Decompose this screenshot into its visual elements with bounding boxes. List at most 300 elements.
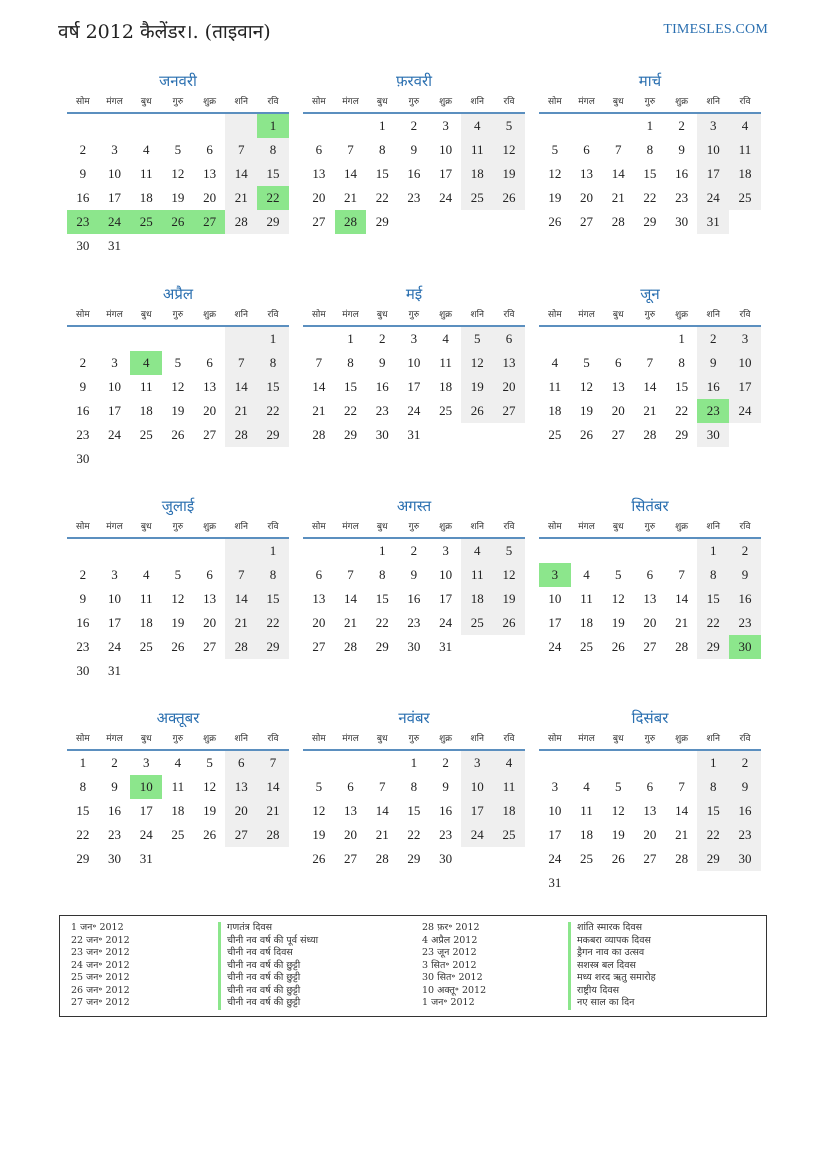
- day-cell[interactable]: 17: [461, 799, 493, 823]
- day-cell[interactable]: 10: [548, 803, 562, 818]
- day-cell[interactable]: 14: [611, 166, 625, 181]
- day-cell[interactable]: 3: [697, 114, 729, 138]
- day-cell[interactable]: 24: [99, 210, 131, 234]
- day-cell[interactable]: 2: [729, 539, 761, 563]
- day-cell[interactable]: 28: [344, 639, 358, 654]
- day-cell[interactable]: 25: [493, 823, 525, 847]
- day-cell[interactable]: 7: [378, 779, 386, 794]
- day-cell[interactable]: 8: [257, 351, 289, 375]
- day-cell[interactable]: 6: [646, 567, 654, 582]
- day-cell[interactable]: 16: [108, 803, 122, 818]
- day-cell[interactable]: 26: [171, 427, 185, 442]
- day-cell[interactable]: 4: [142, 567, 150, 582]
- day-cell[interactable]: 20: [203, 403, 217, 418]
- day-cell[interactable]: 30: [76, 451, 90, 466]
- day-cell[interactable]: 19: [461, 375, 493, 399]
- day-cell[interactable]: 21: [312, 403, 326, 418]
- day-cell[interactable]: 12: [611, 803, 625, 818]
- day-cell[interactable]: 20: [225, 799, 257, 823]
- day-cell[interactable]: 1: [378, 543, 386, 558]
- day-cell[interactable]: 23: [67, 210, 99, 234]
- day-cell[interactable]: 30: [108, 851, 122, 866]
- day-cell[interactable]: 27: [493, 399, 525, 423]
- day-cell[interactable]: 2: [79, 567, 87, 582]
- day-cell[interactable]: 29: [257, 635, 289, 659]
- day-cell[interactable]: 2: [79, 142, 87, 157]
- day-cell[interactable]: 5: [315, 779, 323, 794]
- day-cell[interactable]: 30: [675, 214, 689, 229]
- day-cell[interactable]: 3: [111, 355, 118, 370]
- day-cell[interactable]: 24: [548, 851, 562, 866]
- day-cell[interactable]: 5: [551, 142, 559, 157]
- day-cell[interactable]: 23: [108, 827, 122, 842]
- day-cell[interactable]: 15: [697, 587, 729, 611]
- day-cell[interactable]: 26: [171, 639, 185, 654]
- day-cell[interactable]: 21: [344, 190, 358, 205]
- day-cell[interactable]: 17: [108, 403, 122, 418]
- day-cell[interactable]: 24: [729, 399, 761, 423]
- day-cell[interactable]: 24: [139, 827, 153, 842]
- day-cell[interactable]: 10: [108, 166, 122, 181]
- day-cell[interactable]: 1: [410, 755, 418, 770]
- day-cell[interactable]: 17: [407, 379, 421, 394]
- day-cell[interactable]: 25: [139, 639, 153, 654]
- day-cell[interactable]: 19: [203, 803, 217, 818]
- day-cell[interactable]: 30: [407, 639, 421, 654]
- day-cell[interactable]: 24: [461, 823, 493, 847]
- day-cell[interactable]: 25: [439, 403, 453, 418]
- day-cell[interactable]: 4: [493, 751, 525, 775]
- day-cell[interactable]: 25: [580, 851, 594, 866]
- day-cell[interactable]: 28: [257, 823, 289, 847]
- day-cell[interactable]: 15: [643, 166, 657, 181]
- day-cell[interactable]: 15: [257, 375, 289, 399]
- day-cell[interactable]: 2: [79, 355, 87, 370]
- day-cell[interactable]: 29: [257, 210, 289, 234]
- day-cell[interactable]: 16: [375, 379, 389, 394]
- day-cell[interactable]: 20: [203, 615, 217, 630]
- day-cell[interactable]: 27: [312, 214, 326, 229]
- day-cell[interactable]: 18: [461, 587, 493, 611]
- day-cell[interactable]: 29: [675, 427, 689, 442]
- day-cell[interactable]: 13: [312, 166, 326, 181]
- day-cell[interactable]: 13: [611, 379, 625, 394]
- day-cell[interactable]: 17: [439, 166, 453, 181]
- day-cell[interactable]: 5: [614, 779, 622, 794]
- day-cell[interactable]: 26: [611, 639, 625, 654]
- day-cell[interactable]: 5: [493, 114, 525, 138]
- day-cell[interactable]: 4: [142, 142, 150, 157]
- day-cell[interactable]: 27: [643, 639, 657, 654]
- day-cell[interactable]: 22: [257, 399, 289, 423]
- day-cell[interactable]: 6: [206, 567, 213, 582]
- day-cell[interactable]: 4: [583, 779, 590, 794]
- day-cell[interactable]: 17: [729, 375, 761, 399]
- day-cell[interactable]: 7: [315, 355, 323, 370]
- day-cell[interactable]: 31: [548, 875, 562, 890]
- day-cell[interactable]: 26: [611, 851, 625, 866]
- day-cell[interactable]: 18: [461, 162, 493, 186]
- day-cell[interactable]: 25: [580, 639, 594, 654]
- day-cell[interactable]: 29: [697, 635, 729, 659]
- day-cell[interactable]: 5: [614, 567, 622, 582]
- day-cell[interactable]: 4: [729, 114, 761, 138]
- day-cell[interactable]: 28: [225, 210, 257, 234]
- day-cell[interactable]: 8: [678, 355, 685, 370]
- day-cell[interactable]: 7: [347, 142, 354, 157]
- day-cell[interactable]: 29: [407, 851, 421, 866]
- day-cell[interactable]: 12: [171, 379, 185, 394]
- day-cell[interactable]: 5: [461, 327, 493, 351]
- day-cell[interactable]: 16: [439, 803, 453, 818]
- day-cell[interactable]: 10: [461, 775, 493, 799]
- day-cell[interactable]: 20: [312, 615, 326, 630]
- day-cell[interactable]: 28: [675, 639, 689, 654]
- day-cell[interactable]: 18: [580, 827, 594, 842]
- day-cell[interactable]: 24: [439, 190, 453, 205]
- day-cell[interactable]: 12: [548, 166, 562, 181]
- day-cell[interactable]: 29: [643, 214, 657, 229]
- day-cell[interactable]: 3: [111, 567, 118, 582]
- day-cell[interactable]: 26: [580, 427, 594, 442]
- day-cell[interactable]: 3: [442, 118, 449, 133]
- day-cell[interactable]: 30: [76, 238, 90, 253]
- day-cell[interactable]: 23: [407, 615, 421, 630]
- day-cell[interactable]: 10: [407, 355, 421, 370]
- day-cell[interactable]: 9: [729, 563, 761, 587]
- day-cell[interactable]: 2: [729, 751, 761, 775]
- day-cell[interactable]: 16: [675, 166, 689, 181]
- day-cell[interactable]: 11: [548, 379, 562, 394]
- day-cell[interactable]: 9: [378, 355, 386, 370]
- day-cell[interactable]: 22: [697, 611, 729, 635]
- day-cell[interactable]: 27: [312, 639, 326, 654]
- day-cell[interactable]: 24: [439, 615, 453, 630]
- day-cell[interactable]: 8: [410, 779, 418, 794]
- day-cell[interactable]: 14: [225, 162, 257, 186]
- day-cell[interactable]: 29: [76, 851, 90, 866]
- day-cell[interactable]: 20: [611, 403, 625, 418]
- day-cell[interactable]: 19: [312, 827, 326, 842]
- day-cell[interactable]: 20: [580, 190, 594, 205]
- day-cell[interactable]: 1: [697, 539, 729, 563]
- day-cell[interactable]: 23: [375, 403, 389, 418]
- day-cell[interactable]: 12: [611, 591, 625, 606]
- day-cell[interactable]: 17: [108, 615, 122, 630]
- day-cell[interactable]: 20: [643, 615, 657, 630]
- day-cell[interactable]: 18: [548, 403, 562, 418]
- day-cell[interactable]: 13: [225, 775, 257, 799]
- day-cell[interactable]: 14: [344, 166, 358, 181]
- day-cell[interactable]: 29: [375, 214, 389, 229]
- day-cell[interactable]: 7: [678, 567, 685, 582]
- day-cell[interactable]: 8: [697, 775, 729, 799]
- day-cell[interactable]: 17: [548, 615, 562, 630]
- day-cell[interactable]: 14: [344, 591, 358, 606]
- day-cell[interactable]: 21: [375, 827, 389, 842]
- day-cell[interactable]: 22: [375, 615, 389, 630]
- day-cell[interactable]: 9: [410, 567, 418, 582]
- day-cell[interactable]: 18: [139, 403, 153, 418]
- day-cell[interactable]: 9: [697, 351, 729, 375]
- day-cell[interactable]: 5: [583, 355, 590, 370]
- day-cell[interactable]: 8: [646, 142, 654, 157]
- day-cell[interactable]: 15: [375, 591, 389, 606]
- day-cell[interactable]: 18: [493, 799, 525, 823]
- day-cell[interactable]: 26: [548, 214, 562, 229]
- day-cell[interactable]: 2: [111, 755, 118, 770]
- day-cell[interactable]: 12: [493, 138, 525, 162]
- day-cell[interactable]: 21: [675, 615, 689, 630]
- day-cell[interactable]: 6: [614, 355, 622, 370]
- day-cell[interactable]: 15: [407, 803, 421, 818]
- day-cell[interactable]: 31: [439, 639, 453, 654]
- day-cell[interactable]: 30: [729, 635, 761, 659]
- day-cell[interactable]: 5: [174, 567, 182, 582]
- day-cell[interactable]: 7: [646, 355, 654, 370]
- day-cell[interactable]: 8: [79, 779, 87, 794]
- day-cell[interactable]: 30: [697, 423, 729, 447]
- day-cell[interactable]: 28: [643, 427, 657, 442]
- day-cell[interactable]: 19: [611, 827, 625, 842]
- day-cell[interactable]: 7: [614, 142, 622, 157]
- day-cell[interactable]: 13: [580, 166, 594, 181]
- day-cell[interactable]: 30: [76, 663, 90, 678]
- day-cell[interactable]: 29: [375, 639, 389, 654]
- day-cell[interactable]: 15: [375, 166, 389, 181]
- day-cell[interactable]: 9: [442, 779, 449, 794]
- day-cell[interactable]: 9: [79, 379, 87, 394]
- day-cell[interactable]: 16: [76, 190, 90, 205]
- day-cell[interactable]: 12: [493, 563, 525, 587]
- day-cell[interactable]: 4: [174, 755, 182, 770]
- day-cell[interactable]: 20: [312, 190, 326, 205]
- day-cell[interactable]: 14: [225, 375, 257, 399]
- day-cell[interactable]: 24: [548, 639, 562, 654]
- day-cell[interactable]: 6: [347, 779, 354, 794]
- day-cell[interactable]: 18: [139, 615, 153, 630]
- day-cell[interactable]: 13: [203, 166, 217, 181]
- day-cell[interactable]: 22: [375, 190, 389, 205]
- day-cell[interactable]: 23: [729, 611, 761, 635]
- day-cell[interactable]: 10: [729, 351, 761, 375]
- day-cell[interactable]: 15: [697, 799, 729, 823]
- day-cell[interactable]: 5: [206, 755, 213, 770]
- day-cell[interactable]: 13: [643, 803, 657, 818]
- day-cell[interactable]: 31: [407, 427, 421, 442]
- day-cell[interactable]: 17: [697, 162, 729, 186]
- day-cell[interactable]: 3: [461, 751, 493, 775]
- day-cell[interactable]: 6: [646, 779, 654, 794]
- day-cell[interactable]: 6: [315, 567, 323, 582]
- day-cell[interactable]: 12: [171, 591, 185, 606]
- day-cell[interactable]: 26: [203, 827, 217, 842]
- day-cell[interactable]: 3: [729, 327, 761, 351]
- day-cell[interactable]: 20: [344, 827, 358, 842]
- day-cell[interactable]: 16: [407, 591, 421, 606]
- day-cell[interactable]: 2: [378, 331, 386, 346]
- day-cell[interactable]: 1: [257, 114, 289, 138]
- day-cell[interactable]: 11: [139, 591, 153, 606]
- day-cell[interactable]: 29: [697, 847, 729, 871]
- day-cell[interactable]: 23: [675, 190, 689, 205]
- day-cell[interactable]: 26: [162, 210, 194, 234]
- day-cell[interactable]: 19: [493, 587, 525, 611]
- day-cell[interactable]: 22: [257, 611, 289, 635]
- day-cell[interactable]: 12: [203, 779, 217, 794]
- day-cell[interactable]: 7: [225, 563, 257, 587]
- day-cell[interactable]: 2: [697, 327, 729, 351]
- day-cell[interactable]: 31: [139, 851, 153, 866]
- day-cell[interactable]: 15: [76, 803, 90, 818]
- day-cell[interactable]: 1: [378, 118, 386, 133]
- day-cell[interactable]: 31: [697, 210, 729, 234]
- day-cell[interactable]: 21: [257, 799, 289, 823]
- day-cell[interactable]: 4: [461, 539, 493, 563]
- day-cell[interactable]: 22: [643, 190, 657, 205]
- day-cell[interactable]: 2: [410, 118, 418, 133]
- day-cell[interactable]: 25: [130, 210, 162, 234]
- day-cell[interactable]: 27: [580, 214, 594, 229]
- day-cell[interactable]: 16: [76, 403, 90, 418]
- day-cell[interactable]: 30: [375, 427, 389, 442]
- day-cell[interactable]: 11: [493, 775, 525, 799]
- day-cell[interactable]: 3: [111, 142, 118, 157]
- day-cell[interactable]: 2: [410, 543, 418, 558]
- day-cell[interactable]: 6: [225, 751, 257, 775]
- day-cell[interactable]: 12: [171, 166, 185, 181]
- day-cell[interactable]: 4: [551, 355, 559, 370]
- day-cell[interactable]: 7: [225, 138, 257, 162]
- day-cell[interactable]: 18: [439, 379, 453, 394]
- day-cell[interactable]: 23: [76, 639, 90, 654]
- day-cell[interactable]: 13: [312, 591, 326, 606]
- day-cell[interactable]: 15: [675, 379, 689, 394]
- day-cell[interactable]: 24: [407, 403, 421, 418]
- day-cell[interactable]: 31: [108, 238, 122, 253]
- day-cell[interactable]: 10: [130, 775, 162, 799]
- day-cell[interactable]: 19: [493, 162, 525, 186]
- day-cell[interactable]: 19: [171, 190, 185, 205]
- day-cell[interactable]: 7: [257, 751, 289, 775]
- day-cell[interactable]: 7: [225, 351, 257, 375]
- day-cell[interactable]: 21: [611, 190, 625, 205]
- day-cell[interactable]: 13: [203, 591, 217, 606]
- day-cell[interactable]: 25: [461, 611, 493, 635]
- day-cell[interactable]: 23: [407, 190, 421, 205]
- day-cell[interactable]: 6: [493, 327, 525, 351]
- day-cell[interactable]: 22: [344, 403, 358, 418]
- day-cell[interactable]: 22: [76, 827, 90, 842]
- day-cell[interactable]: 1: [678, 331, 685, 346]
- day-cell[interactable]: 6: [315, 142, 323, 157]
- day-cell[interactable]: 26: [461, 399, 493, 423]
- day-cell[interactable]: 3: [142, 755, 150, 770]
- day-cell[interactable]: 10: [697, 138, 729, 162]
- day-cell[interactable]: 1: [646, 118, 654, 133]
- day-cell[interactable]: 8: [378, 142, 386, 157]
- day-cell[interactable]: 24: [697, 186, 729, 210]
- day-cell[interactable]: 26: [493, 186, 525, 210]
- day-cell[interactable]: 3: [551, 779, 559, 794]
- day-cell[interactable]: 23: [439, 827, 453, 842]
- day-cell[interactable]: 23: [76, 427, 90, 442]
- day-cell[interactable]: 28: [675, 851, 689, 866]
- day-cell[interactable]: 2: [442, 755, 449, 770]
- day-cell[interactable]: 16: [407, 166, 421, 181]
- day-cell[interactable]: 9: [729, 775, 761, 799]
- day-cell[interactable]: 27: [344, 851, 358, 866]
- day-cell[interactable]: 22: [407, 827, 421, 842]
- day-cell[interactable]: 25: [139, 427, 153, 442]
- day-cell[interactable]: 15: [257, 587, 289, 611]
- day-cell[interactable]: 8: [697, 563, 729, 587]
- day-cell[interactable]: 4: [461, 114, 493, 138]
- day-cell[interactable]: 27: [611, 427, 625, 442]
- day-cell[interactable]: 7: [678, 779, 685, 794]
- day-cell[interactable]: 3: [539, 563, 571, 587]
- day-cell[interactable]: 28: [335, 210, 367, 234]
- day-cell[interactable]: 11: [139, 166, 153, 181]
- day-cell[interactable]: 21: [225, 186, 257, 210]
- day-cell[interactable]: 10: [439, 567, 453, 582]
- day-cell[interactable]: 26: [493, 611, 525, 635]
- day-cell[interactable]: 10: [108, 591, 122, 606]
- day-cell[interactable]: 25: [171, 827, 185, 842]
- day-cell[interactable]: 27: [203, 639, 217, 654]
- day-cell[interactable]: 28: [225, 423, 257, 447]
- day-cell[interactable]: 12: [312, 803, 326, 818]
- day-cell[interactable]: 11: [729, 138, 761, 162]
- day-cell[interactable]: 1: [79, 755, 87, 770]
- day-cell[interactable]: 17: [439, 591, 453, 606]
- day-cell[interactable]: 19: [580, 403, 594, 418]
- day-cell[interactable]: 4: [442, 331, 449, 346]
- day-cell[interactable]: 6: [206, 142, 213, 157]
- day-cell[interactable]: 28: [225, 635, 257, 659]
- day-cell[interactable]: 14: [643, 379, 657, 394]
- day-cell[interactable]: 20: [493, 375, 525, 399]
- day-cell[interactable]: 17: [548, 827, 562, 842]
- day-cell[interactable]: 6: [206, 355, 213, 370]
- day-cell[interactable]: 30: [439, 851, 453, 866]
- day-cell[interactable]: 11: [171, 779, 185, 794]
- day-cell[interactable]: 18: [580, 615, 594, 630]
- day-cell[interactable]: 13: [643, 591, 657, 606]
- day-cell[interactable]: 8: [347, 355, 354, 370]
- day-cell[interactable]: 22: [257, 186, 289, 210]
- day-cell[interactable]: 15: [344, 379, 358, 394]
- day-cell[interactable]: 7: [347, 567, 354, 582]
- day-cell[interactable]: 13: [203, 379, 217, 394]
- day-cell[interactable]: 20: [203, 190, 217, 205]
- day-cell[interactable]: 12: [461, 351, 493, 375]
- day-cell[interactable]: 20: [643, 827, 657, 842]
- site-link[interactable]: TIMESLES.COM: [663, 22, 768, 37]
- day-cell[interactable]: 21: [643, 403, 657, 418]
- day-cell[interactable]: 12: [580, 379, 594, 394]
- day-cell[interactable]: 18: [729, 162, 761, 186]
- day-cell[interactable]: 6: [583, 142, 590, 157]
- day-cell[interactable]: 23: [697, 399, 729, 423]
- day-cell[interactable]: 19: [611, 615, 625, 630]
- day-cell[interactable]: 16: [697, 375, 729, 399]
- day-cell[interactable]: 2: [678, 118, 685, 133]
- day-cell[interactable]: 1: [347, 331, 354, 346]
- day-cell[interactable]: 22: [697, 823, 729, 847]
- day-cell[interactable]: 26: [312, 851, 326, 866]
- day-cell[interactable]: 11: [439, 355, 452, 370]
